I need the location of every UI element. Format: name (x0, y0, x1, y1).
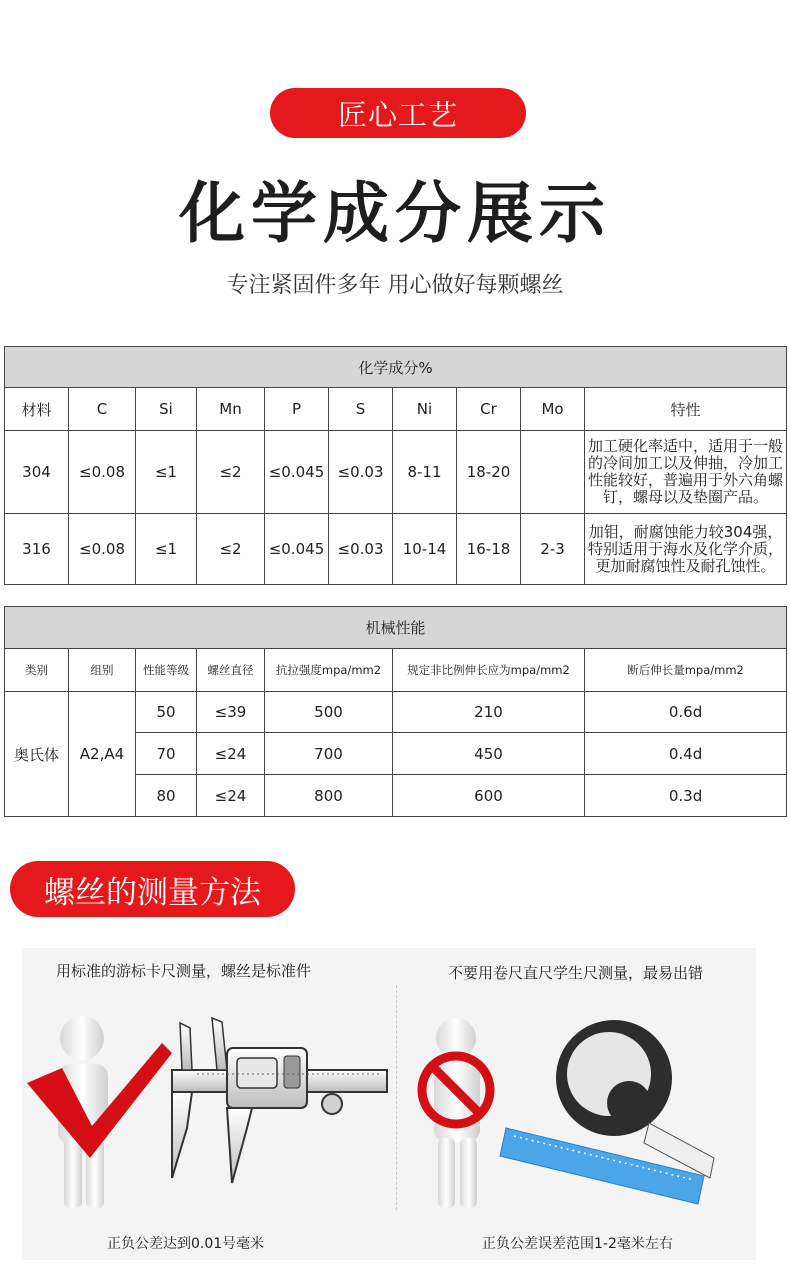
chem-header-row (5, 388, 787, 431)
table-row (5, 431, 787, 514)
mech-cell: 700 (265, 733, 393, 775)
chem-col-header: Mn (197, 388, 265, 431)
mech-col-header: 组别 (69, 649, 136, 692)
mech-cell: 0.4d (585, 733, 787, 775)
chem-col-header: S (329, 388, 393, 431)
page-title: 化学成分展示 (179, 175, 611, 252)
chem-cell: 2-3 (521, 514, 585, 585)
chem-cell: ≤2 (197, 431, 265, 514)
left-footer: 正负公差达到0.01号毫米 (107, 1236, 265, 1252)
chem-col-header: Cr (457, 388, 521, 431)
group-cell: A2,A4 (69, 692, 136, 817)
mech-cell: 70 (136, 733, 197, 775)
chem-cell: 10-14 (393, 514, 457, 585)
panel-divider (396, 985, 397, 1210)
chem-col-header: 特性 (585, 388, 787, 431)
mech-cell: 600 (393, 775, 585, 817)
chem-cell: ≤0.045 (265, 431, 329, 514)
mech-cell: 500 (265, 692, 393, 733)
tape-measure-illustration (414, 1008, 754, 1218)
chem-cell: ≤0.08 (69, 431, 136, 514)
mech-cell: 50 (136, 692, 197, 733)
craft-badge: 匠心工艺 (270, 88, 526, 138)
chem-cell: ≤1 (136, 514, 197, 585)
mech-col-header: 螺丝直径 (197, 649, 265, 692)
right-footer: 正负公差误差范围1-2毫米左右 (482, 1236, 673, 1252)
mech-table-title: 机械性能 (5, 607, 787, 649)
mech-cell: ≤24 (197, 775, 265, 817)
chem-cell: 8-11 (393, 431, 457, 514)
mech-cell: 80 (136, 775, 197, 817)
chem-cell: ≤2 (197, 514, 265, 585)
chem-cell: 16-18 (457, 514, 521, 585)
chem-col-header: C (69, 388, 136, 431)
table-row (5, 514, 787, 585)
mech-col-header: 抗拉强度mpa/mm2 (265, 649, 393, 692)
chem-cell: ≤0.03 (329, 514, 393, 585)
chem-cell: ≤0.03 (329, 431, 393, 514)
property-note: 加工硬化率适中，适用于一般的冷间加工以及伸抽，冷加工性能较好，普遍用于外六角螺钉，螺母以及垫圈产品。 (585, 431, 787, 514)
mech-cell: 450 (393, 733, 585, 775)
mechanical-properties-table (4, 606, 787, 817)
chem-cell: ≤1 (136, 431, 197, 514)
left-caption: 用标准的游标卡尺测量，螺丝是标准件 (56, 962, 312, 980)
chem-cell: 304 (5, 431, 69, 514)
measurement-panel (22, 948, 756, 1260)
mech-cell: ≤24 (197, 733, 265, 775)
page-subtitle: 专注紧固件多年 用心做好每颗螺丝 (226, 273, 564, 298)
mech-col-header: 断后伸长量mpa/mm2 (585, 649, 787, 692)
mech-col-header: 规定非比例伸长应为mpa/mm2 (393, 649, 585, 692)
category-cell: 奥氏体 (5, 692, 69, 817)
chem-cell: 316 (5, 514, 69, 585)
property-note: 加钼，耐腐蚀能力较304强，特别适用于海水及化学介质，更加耐腐蚀性及耐孔蚀性。 (585, 514, 787, 585)
chem-col-header: 材料 (5, 388, 69, 431)
measure-badge: 螺丝的测量方法 (10, 861, 295, 917)
chem-col-header: Ni (393, 388, 457, 431)
mech-col-header: 性能等级 (136, 649, 197, 692)
chem-cell (521, 431, 585, 514)
caliper-illustration (22, 1008, 394, 1218)
chem-cell: ≤0.045 (265, 514, 329, 585)
mech-col-header: 类别 (5, 649, 69, 692)
vernier-caliper-icon (172, 1018, 387, 1183)
mech-cell: ≤39 (197, 692, 265, 733)
chem-col-header: Si (136, 388, 197, 431)
chem-col-header: P (265, 388, 329, 431)
chem-cell: 18-20 (457, 431, 521, 514)
mech-cell: 210 (393, 692, 585, 733)
right-caption: 不要用卷尺直尺学生尺测量，最易出错 (448, 964, 704, 982)
mech-cell: 800 (265, 775, 393, 817)
mech-cell: 0.3d (585, 775, 787, 817)
chemical-composition-table (4, 346, 787, 585)
chem-cell: ≤0.08 (69, 514, 136, 585)
mech-header-row (5, 649, 787, 692)
mech-cell: 0.6d (585, 692, 787, 733)
chem-table-title: 化学成分% (5, 347, 787, 388)
chem-col-header: Mo (521, 388, 585, 431)
table-row (5, 692, 787, 733)
